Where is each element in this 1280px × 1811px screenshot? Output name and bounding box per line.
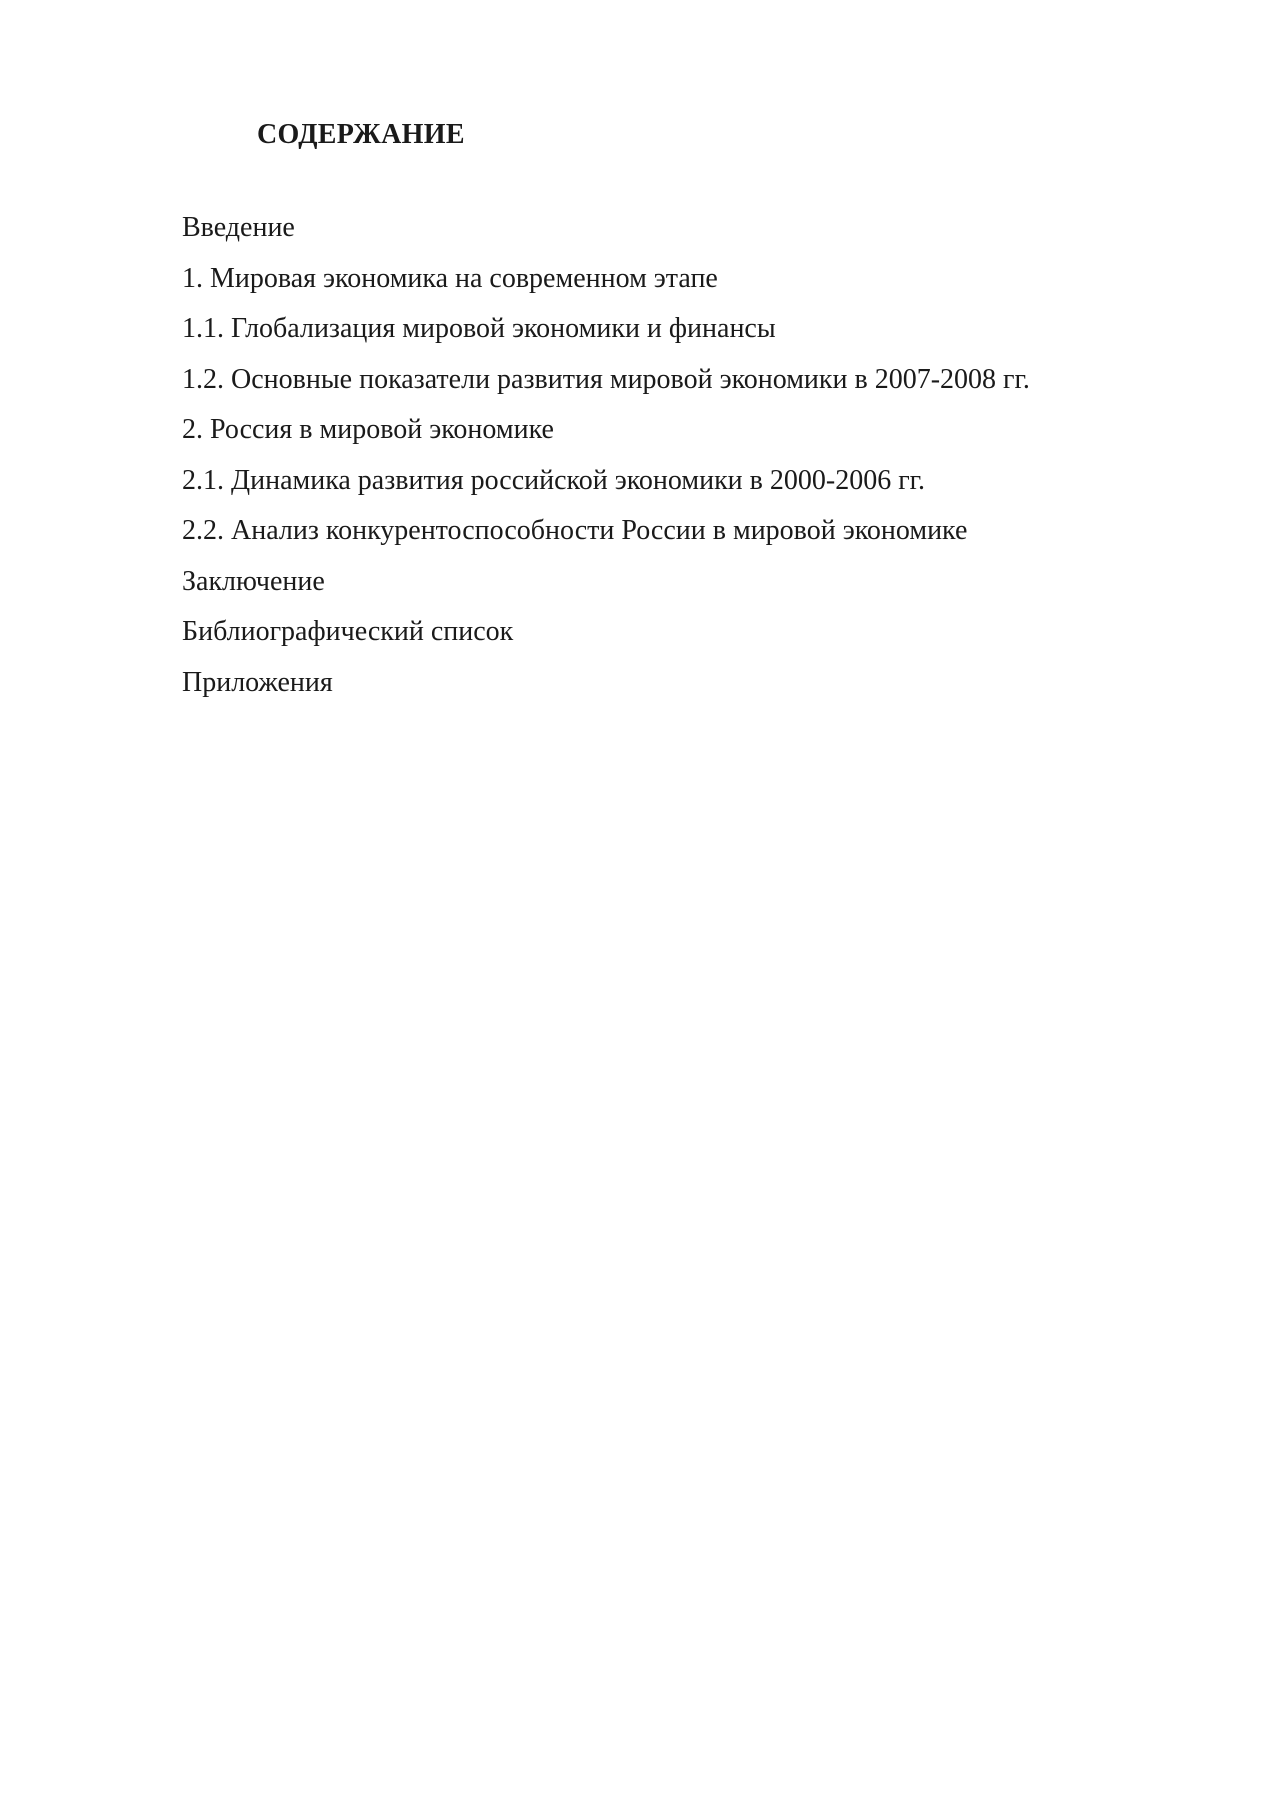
toc-item-section-2-1: 2.1. Динамика развития российской экономики в 2000-2006 гг. [182, 464, 926, 496]
toc-item-section-2-2: 2.2. Анализ конкурентоспособности России в мировой экономике [182, 515, 968, 546]
toc-item-introduction: Введение [182, 212, 295, 243]
toc-item-section-1-1: 1.1. Глобализация мировой экономики и финансы [182, 313, 776, 344]
page-title: СОДЕРЖАНИЕ [257, 119, 465, 150]
toc-item-section-1-2: 1.2. Основные показатели развития мировой экономики в 2007-2008 гг. [182, 363, 1030, 395]
toc-item-chapter-1: 1. Мировая экономика на современном этапе [182, 262, 718, 294]
toc-item-bibliography: Библиографический список [182, 616, 514, 647]
table-of-contents [182, 210, 1030, 715]
toc-item-conclusion: Заключение [182, 565, 325, 597]
toc-item-appendices: Приложения [182, 666, 333, 698]
toc-item-chapter-2: 2. Россия в мировой экономике [182, 414, 554, 445]
